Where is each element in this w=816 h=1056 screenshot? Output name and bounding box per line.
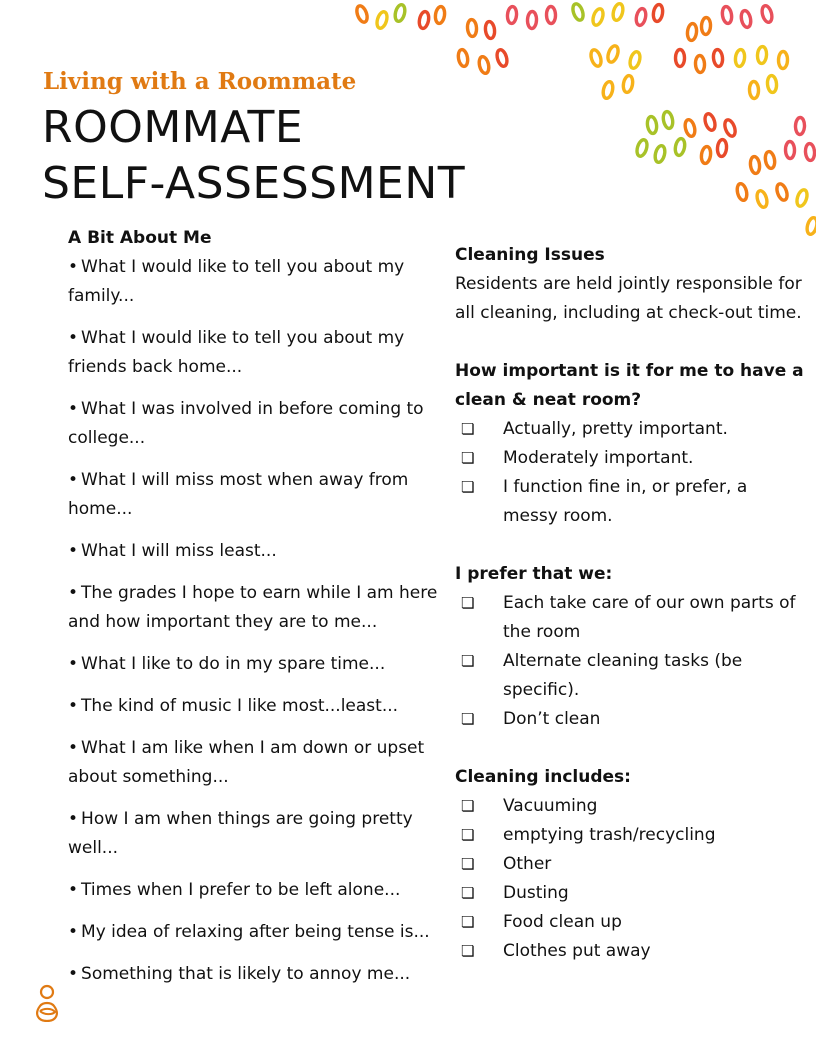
bullet-icon: •: [68, 328, 79, 348]
confetti-oval: [355, 4, 369, 23]
about-item: [68, 805, 448, 863]
confetti-oval: [635, 139, 649, 158]
confetti-oval: [736, 183, 749, 202]
checkbox-icon[interactable]: ❏: [461, 855, 475, 873]
confetti-oval: [484, 21, 495, 39]
confetti-oval: [676, 50, 685, 67]
about-item: [68, 918, 448, 947]
confetti-oval: [606, 44, 620, 63]
bullet-icon: •: [68, 654, 79, 674]
checkbox-option[interactable]: [455, 908, 807, 937]
checkbox-label: Don’t clean: [503, 709, 601, 729]
confetti-oval: [695, 55, 705, 72]
checkbox-icon[interactable]: ❏: [461, 420, 475, 438]
checkbox-icon[interactable]: ❏: [461, 652, 475, 670]
confetti-oval: [749, 81, 759, 98]
confetti-oval: [785, 141, 794, 158]
checkbox-icon[interactable]: ❏: [461, 710, 475, 728]
confetti-oval: [723, 118, 737, 137]
confetti-oval: [652, 4, 664, 22]
confetti-oval: [767, 75, 777, 93]
confetti-oval: [635, 8, 647, 26]
checkbox-label: I function fine in, or prefer, a messy room.: [503, 477, 748, 526]
confetti-oval: [805, 217, 816, 236]
checkbox-icon[interactable]: ❏: [461, 797, 475, 815]
options-room-cleanliness: [455, 415, 807, 531]
question-cleaning-includes: Cleaning includes:: [455, 767, 631, 787]
confetti-oval: [795, 189, 809, 208]
confetti-oval: [760, 5, 773, 24]
bullet-icon: •: [68, 738, 79, 758]
about-item: [68, 537, 448, 566]
about-list: [68, 253, 448, 989]
checkbox-icon[interactable]: ❏: [461, 826, 475, 844]
checkbox-option[interactable]: [455, 444, 807, 473]
checkbox-icon[interactable]: ❏: [461, 942, 475, 960]
checkbox-label: Actually, pretty important.: [503, 419, 728, 439]
cleaning-intro: Residents are held jointly responsible for all cleaning, including at check-out time.: [455, 274, 802, 323]
confetti-oval: [775, 182, 789, 201]
about-item-text: What I like to do in my spare time...: [81, 654, 386, 674]
confetti-oval: [591, 8, 605, 27]
checkbox-option[interactable]: [455, 821, 807, 850]
page-kicker: Living with a Roommate: [43, 68, 357, 95]
checkbox-option[interactable]: [455, 473, 807, 531]
about-item-text: What I am like when I am down or upset about something...: [68, 738, 425, 787]
confetti-oval: [684, 119, 697, 138]
bullet-icon: •: [68, 922, 79, 942]
about-item: [68, 324, 448, 382]
bullet-icon: •: [68, 583, 79, 603]
about-item: [68, 395, 448, 453]
checkbox-option[interactable]: [455, 705, 807, 734]
confetti-oval: [394, 4, 407, 23]
confetti-oval: [589, 49, 603, 68]
about-item-text: What I was involved in before coming to college...: [68, 399, 424, 448]
checkbox-icon[interactable]: ❏: [461, 478, 475, 496]
confetti-oval: [734, 49, 745, 67]
about-item-text: The kind of music I like most...least...: [81, 696, 399, 716]
options-cleaning-includes: [455, 792, 807, 966]
confetti-oval: [717, 139, 727, 157]
confetti-oval: [527, 11, 537, 28]
checkbox-option[interactable]: [455, 792, 807, 821]
confetti-oval: [546, 6, 555, 23]
checkbox-icon[interactable]: ❏: [461, 913, 475, 931]
confetti-oval: [622, 75, 634, 93]
confetti-oval: [467, 19, 477, 37]
checkbox-label: Each take care of our own parts of the room: [503, 593, 796, 642]
bullet-icon: •: [68, 257, 79, 277]
confetti-oval: [778, 51, 787, 68]
options-cleaning-preference: [455, 589, 807, 734]
confetti-oval: [674, 138, 686, 156]
confetti-oval: [721, 6, 733, 24]
confetti-oval: [755, 190, 768, 209]
about-item-text: What I would like to tell you about my family...: [68, 257, 405, 306]
about-item-text: The grades I hope to earn while I am here and how important they are to me...: [68, 583, 438, 632]
checkbox-option[interactable]: [455, 589, 807, 647]
about-item-text: Something that is likely to annoy me...: [81, 964, 411, 984]
cleaning-heading: Cleaning Issues: [455, 245, 605, 265]
cleaning-section: [455, 241, 807, 995]
confetti-oval: [611, 3, 624, 22]
checkbox-icon[interactable]: ❏: [461, 449, 475, 467]
confetti-oval: [495, 49, 508, 68]
confetti-oval: [457, 49, 469, 67]
confetti-oval: [764, 151, 776, 169]
checkbox-option[interactable]: [455, 647, 807, 705]
checkbox-option[interactable]: [455, 415, 807, 444]
checkbox-label: Moderately important.: [503, 448, 694, 468]
checkbox-label: Clothes put away: [503, 941, 651, 961]
confetti-oval: [713, 49, 724, 67]
title-line-1: ROOMMATE: [42, 102, 304, 153]
about-item-text: Times when I prefer to be left alone...: [81, 880, 401, 900]
about-heading: A Bit About Me: [68, 228, 212, 248]
confetti-oval: [662, 111, 674, 129]
about-item-text: My idea of relaxing after being tense is...: [81, 922, 430, 942]
about-item-text: What I will miss least...: [81, 541, 277, 561]
about-item: [68, 650, 448, 679]
question-cleaning-preference: I prefer that we:: [455, 564, 613, 584]
checkbox-option[interactable]: [455, 850, 807, 879]
checkbox-label: Dusting: [503, 883, 569, 903]
confetti-oval: [687, 23, 698, 41]
confetti-oval: [602, 81, 615, 100]
page-title: [42, 100, 465, 212]
checkbox-label: Other: [503, 854, 552, 874]
about-item: [68, 692, 448, 721]
checkbox-label: Vacuuming: [503, 796, 598, 816]
confetti-oval: [740, 10, 752, 28]
confetti-oval: [700, 146, 711, 164]
confetti-oval: [507, 6, 517, 24]
confetti-oval: [654, 145, 667, 164]
title-line-2: SELF-ASSESSMENT: [42, 158, 466, 209]
about-section: [68, 224, 448, 1002]
confetti-oval: [795, 117, 805, 134]
checkbox-option[interactable]: [455, 879, 807, 908]
checkbox-label: emptying trash/recycling: [503, 825, 716, 845]
confetti-oval: [646, 116, 657, 134]
bullet-icon: •: [68, 964, 79, 984]
confetti-oval: [701, 17, 711, 34]
bullet-icon: •: [68, 541, 79, 561]
checkbox-icon[interactable]: ❏: [461, 594, 475, 612]
about-item: [68, 253, 448, 311]
confetti-oval: [805, 143, 815, 161]
about-item-text: How I am when things are going pretty well...: [68, 809, 413, 858]
about-item: [68, 734, 448, 792]
about-item-text: What I will miss most when away from home...: [68, 470, 409, 519]
confetti-oval: [434, 6, 445, 24]
checkbox-label: Food clean up: [503, 912, 622, 932]
confetti-oval: [749, 156, 760, 174]
checkbox-label: Alternate cleaning tasks (be specific).: [503, 651, 743, 700]
confetti-oval: [375, 11, 389, 30]
confetti-oval: [478, 56, 491, 75]
confetti-oval: [703, 113, 717, 132]
checkbox-option[interactable]: [455, 937, 807, 966]
about-item: [68, 876, 448, 905]
confetti-oval: [757, 46, 767, 64]
question-room-cleanliness: How important is it for me to have a clean & neat room?: [455, 361, 804, 410]
bullet-icon: •: [68, 809, 79, 829]
person-outline-icon: [32, 984, 62, 1022]
confetti-oval: [418, 11, 430, 29]
bullet-icon: •: [68, 399, 79, 419]
bullet-icon: •: [68, 470, 79, 490]
about-item: [68, 466, 448, 524]
about-item: [68, 960, 448, 989]
bullet-icon: •: [68, 696, 79, 716]
about-item: [68, 579, 448, 637]
bullet-icon: •: [68, 880, 79, 900]
about-item-text: What I would like to tell you about my friends back home...: [68, 328, 405, 377]
confetti-oval: [628, 51, 641, 70]
checkbox-icon[interactable]: ❏: [461, 884, 475, 902]
confetti-oval: [571, 2, 585, 21]
